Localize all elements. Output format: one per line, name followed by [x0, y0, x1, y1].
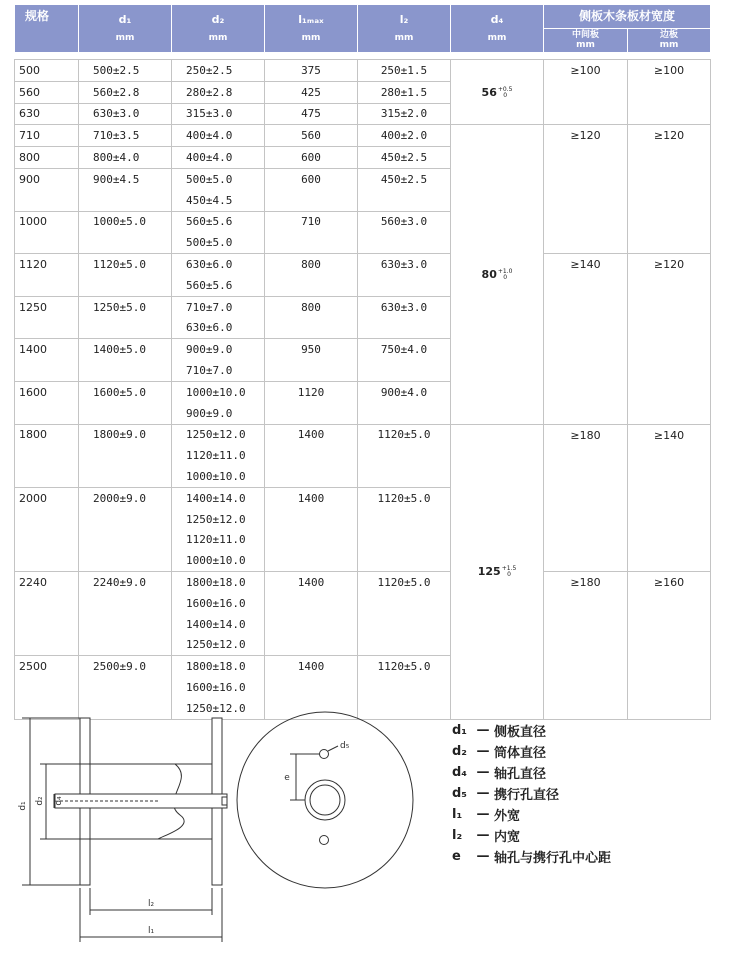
cell-d1: 1800±9.0 [79, 424, 172, 445]
legend-dash: — [476, 765, 490, 780]
cell-spec [15, 614, 79, 635]
cell-l1max [265, 550, 358, 571]
cell-l2 [358, 509, 451, 530]
legend-symbol: d₅ [452, 786, 467, 801]
cell-l1max: 375 [265, 60, 358, 82]
d4-base: 56 [481, 85, 497, 99]
legend-symbol: d₁ [452, 723, 467, 738]
legend [452, 720, 611, 867]
legend-text: 外宽 [494, 809, 521, 824]
cell-d1: 500±2.5 [79, 60, 172, 82]
header-wood-width: 侧板木条板材宽度 [544, 5, 711, 29]
header-d4: d₄ mm [451, 5, 544, 53]
legend-text: 轴孔与携行孔中心距 [494, 851, 612, 866]
cell-l1max: 1120 [265, 381, 358, 402]
legend-item [452, 741, 611, 762]
spec-table [14, 4, 711, 720]
cell-spec [15, 530, 79, 551]
cell-d1 [79, 509, 172, 530]
cell-spec: 2000 [15, 487, 79, 508]
label-l2: l₂ [147, 899, 155, 909]
legend-dash: — [476, 807, 490, 822]
cell-l1max [265, 275, 358, 296]
cell-l2 [358, 403, 451, 424]
legend-symbol: e [452, 849, 461, 864]
cell-d1: 1600±5.0 [79, 381, 172, 402]
cell-spec [15, 593, 79, 614]
cell-d2: 560±5.6 [172, 275, 265, 296]
cell-d2: 710±7.0 [172, 360, 265, 381]
cell-d2: 1600±16.0 [172, 677, 265, 698]
cell-d1 [79, 550, 172, 571]
cell-d2: 1000±10.0 [172, 381, 265, 402]
cell-d4 [451, 424, 544, 719]
carry-hole-bottom [320, 836, 329, 845]
cell-d1 [79, 360, 172, 381]
legend-text: 轴孔直径 [494, 767, 547, 782]
d4-tolerance: +1.0 0 [497, 267, 513, 281]
cell-d1: 1250±5.0 [79, 296, 172, 317]
cell-l2: 900±4.0 [358, 381, 451, 402]
cell-l1max: 600 [265, 147, 358, 169]
cell-l2: 250±1.5 [358, 60, 451, 82]
cell-spec: 710 [15, 125, 79, 147]
cell-l1max: 600 [265, 168, 358, 189]
cell-d2: 1120±11.0 [172, 530, 265, 551]
cell-d2: 1400±14.0 [172, 487, 265, 508]
cell-l1max: 710 [265, 211, 358, 232]
cell-d2: 400±4.0 [172, 147, 265, 169]
cell-l2: 1120±5.0 [358, 487, 451, 508]
table-row [15, 572, 711, 593]
cell-d2: 500±5.0 [172, 168, 265, 189]
shaft-hole-outer [305, 780, 345, 820]
flange-front-circle [237, 712, 413, 888]
cell-edge-board: ≥140 [628, 424, 711, 572]
cell-middle-board: ≥120 [544, 125, 628, 254]
cell-spec [15, 635, 79, 656]
cell-d2: 1120±11.0 [172, 445, 265, 466]
cell-l1max: 1400 [265, 487, 358, 508]
cell-d4 [451, 125, 544, 424]
cell-d4 [451, 60, 544, 125]
cell-d1: 900±4.5 [79, 168, 172, 189]
cell-l2: 450±2.5 [358, 168, 451, 189]
cell-spec [15, 466, 79, 487]
d4-tolerance: +0.5 0 [497, 85, 513, 99]
cell-d2: 1800±18.0 [172, 656, 265, 677]
cell-l1max [265, 677, 358, 698]
cell-d2: 1000±10.0 [172, 466, 265, 487]
cell-d2: 1400±14.0 [172, 614, 265, 635]
cell-middle-board: ≥180 [544, 424, 628, 572]
cell-l2: 560±3.0 [358, 211, 451, 232]
cell-d1 [79, 445, 172, 466]
cell-l1max: 1400 [265, 424, 358, 445]
cell-d2: 900±9.0 [172, 339, 265, 360]
cell-l2 [358, 677, 451, 698]
cell-spec: 800 [15, 147, 79, 169]
cell-spec [15, 275, 79, 296]
cell-spec: 1120 [15, 254, 79, 275]
cell-d1 [79, 403, 172, 424]
cell-l1max [265, 232, 358, 253]
cell-d1 [79, 318, 172, 339]
cell-l2 [358, 593, 451, 614]
cell-l1max: 560 [265, 125, 358, 147]
cell-d2: 1000±10.0 [172, 550, 265, 571]
legend-text: 携行孔直径 [494, 788, 560, 803]
cell-l2 [358, 360, 451, 381]
cell-spec [15, 677, 79, 698]
cell-l2 [358, 550, 451, 571]
legend-text: 内宽 [494, 830, 521, 845]
cell-spec [15, 318, 79, 339]
cell-spec: 560 [15, 81, 79, 103]
cell-d1 [79, 232, 172, 253]
cell-d2: 630±6.0 [172, 254, 265, 275]
legend-item [452, 720, 611, 741]
legend-item [452, 825, 611, 846]
header-l1max: l₁ₘₐₓ mm [265, 5, 358, 53]
cell-d2: 450±4.5 [172, 190, 265, 211]
cell-d2: 400±4.0 [172, 125, 265, 147]
table-row [15, 60, 711, 82]
cell-l2 [358, 530, 451, 551]
cell-spec: 2240 [15, 572, 79, 593]
cell-d2: 500±5.0 [172, 232, 265, 253]
cell-d1 [79, 190, 172, 211]
cell-d1: 2500±9.0 [79, 656, 172, 677]
cell-d2: 1250±12.0 [172, 698, 265, 719]
cell-l2: 1120±5.0 [358, 656, 451, 677]
cell-spec [15, 190, 79, 211]
cell-l2: 400±2.0 [358, 125, 451, 147]
header-l2: l₂ mm [358, 5, 451, 53]
legend-dash: — [476, 828, 490, 843]
cell-spec: 1250 [15, 296, 79, 317]
label-l1: l₁ [147, 926, 155, 936]
cell-d1 [79, 593, 172, 614]
legend-symbol: d₄ [452, 765, 467, 780]
cell-l2 [358, 275, 451, 296]
legend-symbol: l₁ [452, 807, 463, 822]
legend-text: 筒体直径 [494, 746, 547, 761]
cell-l2: 630±3.0 [358, 254, 451, 275]
cell-d1 [79, 466, 172, 487]
legend-dash: — [476, 786, 490, 801]
cell-l1max [265, 466, 358, 487]
table-row [15, 125, 711, 147]
cell-l1max [265, 530, 358, 551]
cell-spec: 1400 [15, 339, 79, 360]
cell-d1: 1400±5.0 [79, 339, 172, 360]
cell-d1: 1000±5.0 [79, 211, 172, 232]
cell-l1max [265, 509, 358, 530]
cell-d1: 630±3.0 [79, 103, 172, 125]
cell-l1max [265, 614, 358, 635]
cell-d2: 710±7.0 [172, 296, 265, 317]
cell-l2: 315±2.0 [358, 103, 451, 125]
cell-d2: 250±2.5 [172, 60, 265, 82]
cell-l1max [265, 403, 358, 424]
cell-d1: 800±4.0 [79, 147, 172, 169]
cell-l2 [358, 466, 451, 487]
cell-spec [15, 232, 79, 253]
d4-base: 80 [481, 267, 497, 281]
legend-dash: — [476, 849, 490, 864]
legend-dash: — [476, 744, 490, 759]
label-d1: d₁ [18, 801, 28, 811]
cell-l1max: 800 [265, 296, 358, 317]
cell-d2: 630±6.0 [172, 318, 265, 339]
cell-l2 [358, 614, 451, 635]
carry-hole-top [320, 750, 329, 759]
cell-d1: 1120±5.0 [79, 254, 172, 275]
cell-l2: 450±2.5 [358, 147, 451, 169]
cell-l1max: 800 [265, 254, 358, 275]
cell-d1: 710±3.5 [79, 125, 172, 147]
shaft-hole-inner [310, 785, 340, 815]
label-d5: d₅ [340, 741, 350, 751]
cell-d1 [79, 677, 172, 698]
cell-l2 [358, 318, 451, 339]
cell-l1max [265, 360, 358, 381]
cell-d1 [79, 275, 172, 296]
cell-middle-board: ≥100 [544, 60, 628, 125]
cell-d2: 1250±12.0 [172, 424, 265, 445]
cell-spec [15, 360, 79, 381]
cell-spec: 500 [15, 60, 79, 82]
legend-item [452, 846, 611, 867]
cell-l2 [358, 232, 451, 253]
cell-d2: 1800±18.0 [172, 572, 265, 593]
cell-l1max: 425 [265, 81, 358, 103]
header-d2: d₂ mm [172, 5, 265, 53]
d4-tolerance: +1.5 0 [501, 565, 517, 579]
cell-spec [15, 550, 79, 571]
cell-d1 [79, 635, 172, 656]
cell-d1: 560±2.8 [79, 81, 172, 103]
legend-item [452, 783, 611, 804]
cell-l2: 1120±5.0 [358, 572, 451, 593]
cell-l1max [265, 635, 358, 656]
cell-l2: 630±3.0 [358, 296, 451, 317]
cell-spec: 630 [15, 103, 79, 125]
d4-base: 125 [477, 565, 501, 579]
cell-spec: 1600 [15, 381, 79, 402]
cell-edge-board: ≥160 [628, 572, 711, 720]
cell-spec [15, 509, 79, 530]
table-row [15, 424, 711, 445]
cell-l1max [265, 445, 358, 466]
cell-spec: 900 [15, 168, 79, 189]
header-d1: d₁ mm [79, 5, 172, 53]
label-d2: d₂ [35, 796, 45, 806]
cell-spec: 2500 [15, 656, 79, 677]
cell-l1max [265, 318, 358, 339]
cell-d2: 1250±12.0 [172, 509, 265, 530]
cell-d1: 2000±9.0 [79, 487, 172, 508]
spool-drawing [0, 710, 738, 959]
cell-l1max [265, 190, 358, 211]
legend-text: 侧板直径 [494, 725, 547, 740]
cell-d2: 1250±12.0 [172, 635, 265, 656]
cell-l2 [358, 190, 451, 211]
cell-spec [15, 403, 79, 424]
cell-d1: 2240±9.0 [79, 572, 172, 593]
cell-l2: 280±1.5 [358, 81, 451, 103]
label-d4: d₄ [54, 796, 64, 806]
cell-l1max: 1400 [265, 656, 358, 677]
legend-symbol: l₂ [452, 828, 463, 843]
cell-l2: 750±4.0 [358, 339, 451, 360]
legend-symbol: d₂ [452, 744, 467, 759]
header-edge-board: 边板 mm [628, 29, 711, 53]
cell-l2 [358, 635, 451, 656]
legend-item [452, 762, 611, 783]
cell-d2: 560±5.6 [172, 211, 265, 232]
cell-spec [15, 445, 79, 466]
cell-middle-board: ≥180 [544, 572, 628, 720]
cell-l2: 1120±5.0 [358, 424, 451, 445]
header-spec: 规格 [15, 5, 79, 53]
cell-spec: 1000 [15, 211, 79, 232]
cell-edge-board: ≥100 [628, 60, 711, 125]
cell-l1max [265, 593, 358, 614]
legend-item [452, 804, 611, 825]
cell-l1max: 475 [265, 103, 358, 125]
cell-d1 [79, 614, 172, 635]
cell-d2: 1600±16.0 [172, 593, 265, 614]
cell-middle-board: ≥140 [544, 254, 628, 424]
cell-d2: 280±2.8 [172, 81, 265, 103]
cell-d2: 900±9.0 [172, 403, 265, 424]
cell-l2 [358, 445, 451, 466]
legend-dash: — [476, 723, 490, 738]
cell-edge-board: ≥120 [628, 254, 711, 424]
cell-d1 [79, 530, 172, 551]
table-row [15, 254, 711, 275]
header-middle-board: 中间板 mm [544, 29, 628, 53]
label-e: e [284, 773, 290, 783]
cell-spec: 1800 [15, 424, 79, 445]
cell-edge-board: ≥120 [628, 125, 711, 254]
cell-l1max: 950 [265, 339, 358, 360]
cell-d2: 315±3.0 [172, 103, 265, 125]
cell-l1max: 1400 [265, 572, 358, 593]
